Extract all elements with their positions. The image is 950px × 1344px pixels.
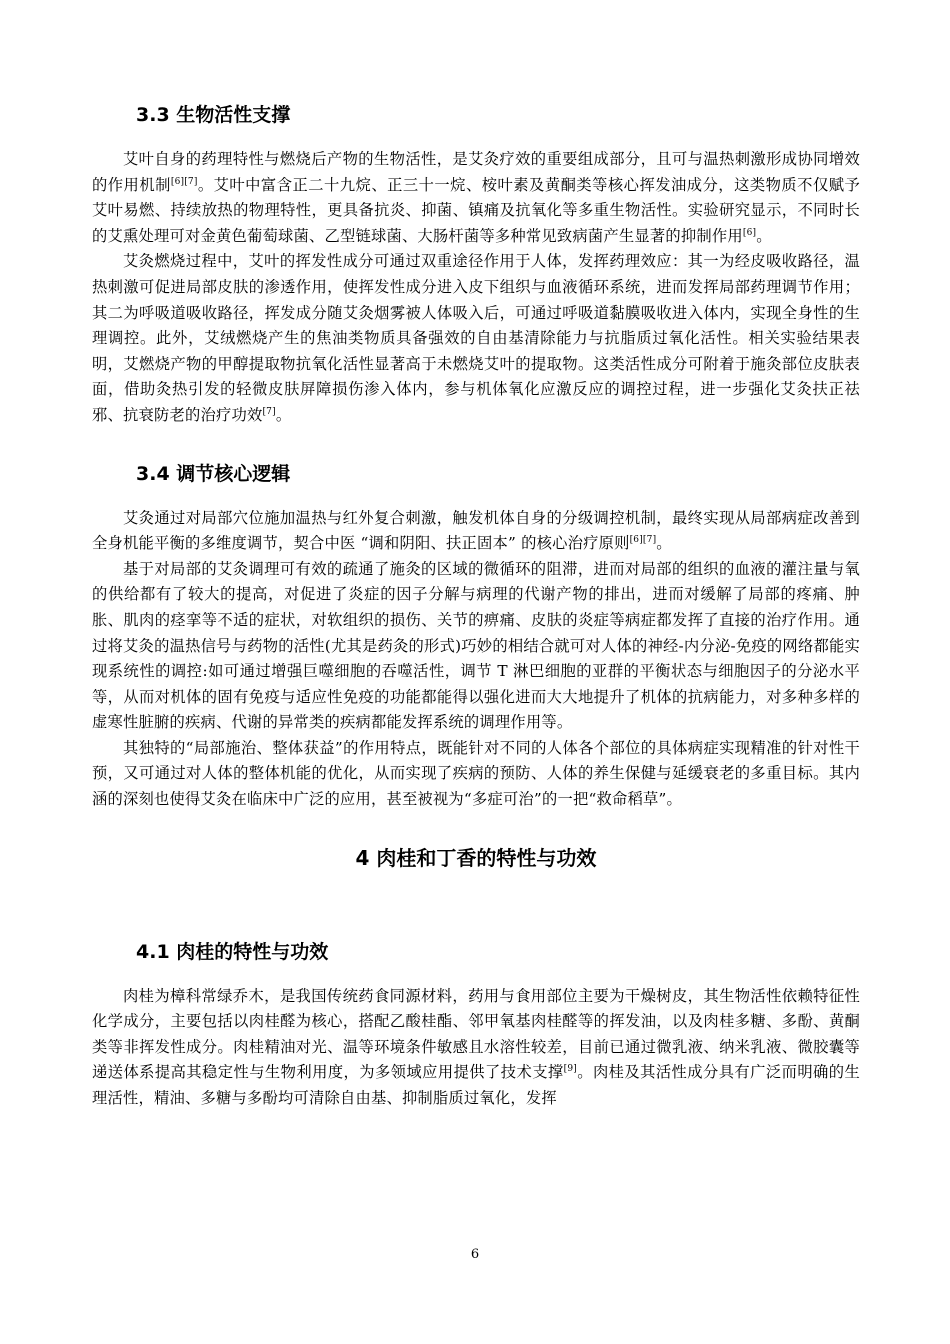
page-number: 6 — [470, 1247, 480, 1262]
paragraph-text: 肉桂为樟科常绿乔木，是我国传统药食同源材料，药用与食用部位主要为干燥树皮，其生物活性依赖特征性化学成分，主要包括以肉桂醛为核心，搭配乙酸桂酯、邻甲氧基肉桂醛等的挥发油，以及肉桂多糖、多酚、黄酮类等非挥发性成分。肉桂精油对光、温等环境条件敏感且水溶性较差，目前已通过微乳液、纳米乳液、微胶囊等递送体系提高其稳定性与生物利用度，为多领域应用提供了技术支撑 — [92, 986, 860, 1082]
paragraph-text: 。肉桂及其活性成分具有广泛而明确的生理活性，精油、多糖与多酚均可清除自由基、抑制脂质过氧化，发挥 — [92, 1063, 860, 1108]
paragraph-text: 。 — [756, 226, 772, 245]
paragraph-3-4-1 — [92, 506, 860, 557]
citation: [9] — [563, 1064, 577, 1075]
chapter-heading-4: 4 肉桂和丁香的特性与功效 — [355, 845, 597, 870]
paragraph-text: 。 — [275, 405, 292, 424]
paragraph-3-4-3: 其独特的“局部施治、整体获益”的作用特点，既能针对不同的人体各个部位的具体病症实现精准的针对性干预，又可通过对人体的整体机能的优化，从而实现了疾病的预防、人体的养生保健与延缓衰老的多重目标。其内涵的深刻也使得艾灸在临床中广泛的应用，甚至被视为“多症可治”的一把“救命稻草”。 — [92, 738, 860, 809]
citation: [6][7] — [170, 176, 198, 187]
paragraph-4-1-1 — [92, 984, 860, 1112]
section-heading-3-4: 3.4 调节核心逻辑 — [136, 462, 291, 485]
citation: [6] — [742, 227, 757, 238]
paragraph-text: 。艾叶中富含正二十九烷、正三十一烷、桉叶素及黄酮类等核心挥发油成分，这类物质不仅赋予艾叶易燃、持续放热的物理特性，更具备抗炎、抑菌、镇痛及抗氧化等多重生物活性。实验研究显示，不同时长的艾熏处理可对金黄色葡萄球菌、乙型链球菌、大肠杆菌等多种常见致病菌产生显著的抑制作用 — [92, 175, 860, 245]
paragraph-text: 艾灸通过对局部穴位施加温热与红外复合刺激，触发机体自身的分级调控机制，最终实现从局部病症改善到全身机能平衡的多维度调节，契合中医 “调和阴阳、扶正固本” 的核心治疗原则 — [92, 508, 860, 553]
citation: [7] — [262, 406, 276, 417]
paragraph-3-3-1 — [92, 147, 860, 249]
paragraph-3-3-2 — [92, 249, 860, 428]
paragraph-3-4-2: 基于对局部的艾灸调理可有效的疏通了施灸的区域的微循环的阻滞，进而对局部的组织的血液的灌注量与氧的供给都有了较大的提高，对促进了炎症的因子分解与病理的代谢产物的排出，进而对缓解了局部的疼痛、肿胀、肌肉的痉挛等不适的症状，对软组织的损伤、关节的痹痛、皮肤的炎症等病症都发挥了直接的治疗作用。通过将艾灸的温热信号与药物的活性(尤其是药灸的形式)巧妙的相结合就可对人体的神经-内分泌-免疫的网络都能实现系统性的调控:如可通过增强巨噬细胞的吞噬活性，调节 T 淋巴细胞的亚群的平衡状态与细胞因子的分泌水平等，从而对机体的固有免疫与适应性免疫的功能都能得以强化进而大大地提升了机体的抗病能力，对多种多样的虚寒性脏腑的疾病、代谢的异常类的疾病都能发挥系统的调理作用等。 — [92, 559, 860, 732]
page-content — [92, 100, 860, 1112]
section-heading-4-1: 4.1 肉桂的特性与功效 — [136, 940, 329, 963]
paragraph-text: 。 — [656, 534, 672, 553]
paragraph-text: 艾灸燃烧过程中，艾叶的挥发性成分可通过双重途径作用于人体，发挥药理效应：其一为经皮吸收路径，温热刺激可促进局部皮肤的渗透作用，使挥发性成分进入皮下组织与血液循环系统，进而发挥局部药理调节作用；其二为呼吸道吸收路径，挥发成分随艾灸烟雾被人体吸入后，可通过呼吸道黏膜吸收进入体内，实现全身性的生理调控。此外，艾绒燃烧产生的焦油类物质具备强效的自由基清除能力与抗脂质过氧化活性。相关实验结果表明，艾燃烧产物的甲醇提取物抗氧化活性显著高于未燃烧艾叶的提取物。这类活性成分可附着于施灸部位皮肤表面，借助灸热引发的轻微皮肤屏障损伤渗入体内，参与机体氧化应激反应的调控过程，进一步强化艾灸扶正祛邪、抗衰防老的治疗功效 — [92, 252, 860, 424]
paragraph-text: 艾叶自身的药理特性与燃烧后产物的生物活性，是艾灸疗效的重要组成部分，且可与温热刺激形成协同增效的作用机制 — [92, 150, 860, 194]
citation: [6][7] — [629, 535, 657, 546]
section-heading-3-3: 3.3 生物活性支撑 — [136, 104, 291, 126]
